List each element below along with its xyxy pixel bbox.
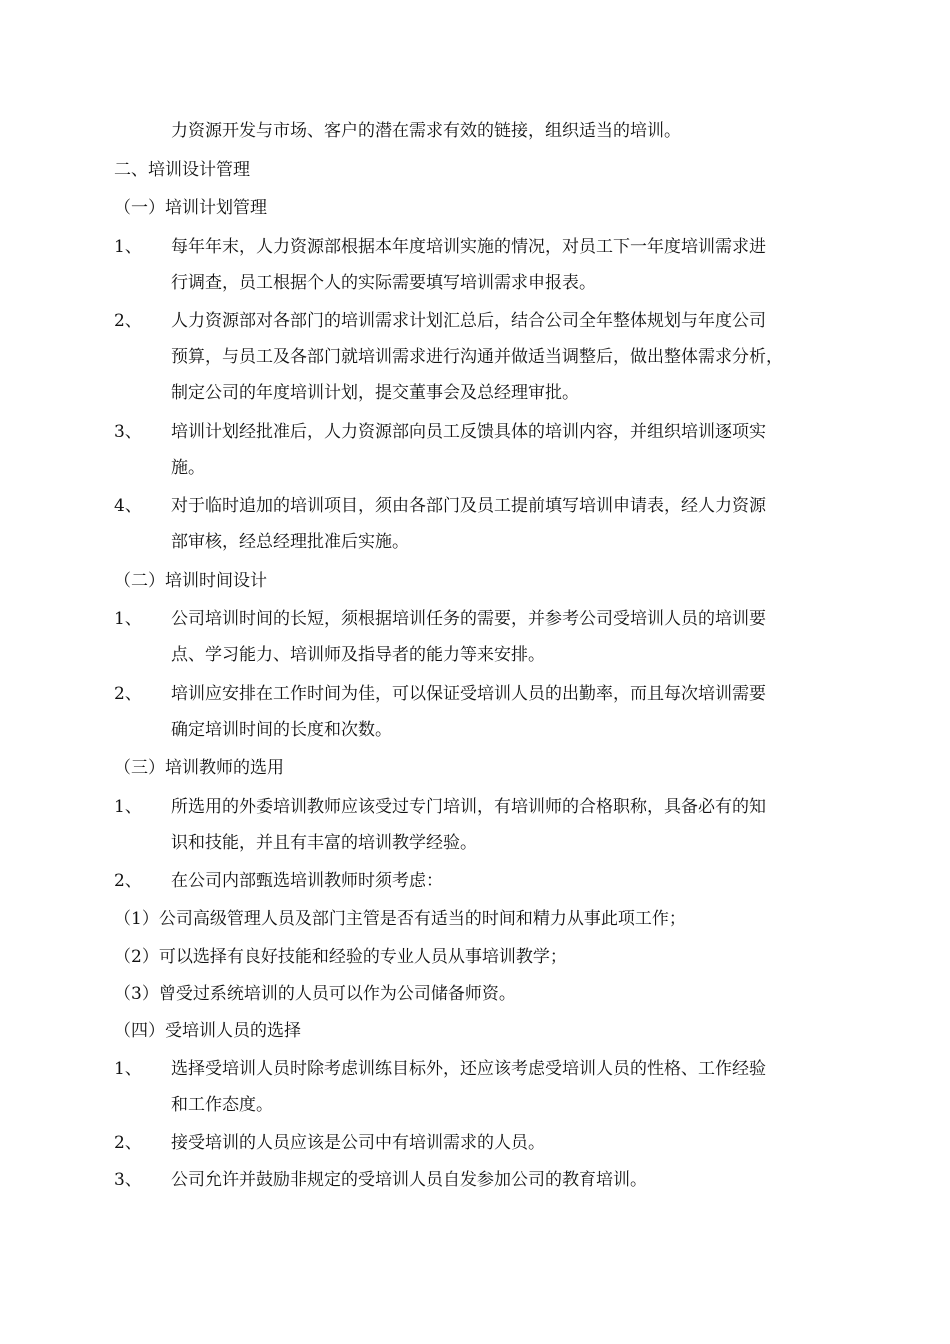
subsection-heading: （一）培训计划管理 (114, 198, 267, 218)
continued-paragraph-line: 力资源开发与市场、客户的潜在需求有效的链接，组织适当的培训。 (171, 121, 681, 141)
list-item-number: 2、 (114, 871, 142, 891)
list-item-number: 2、 (114, 1133, 142, 1153)
list-item-text: 所选用的外委培训教师应该受过专门培训，有培训师的合格职称，具备必有的知 (171, 797, 766, 817)
list-item-text: 公司允许并鼓励非规定的受培训人员自发参加公司的教育培训。 (171, 1170, 647, 1190)
list-item-text: 每年年末，人力资源部根据本年度培训实施的情况，对员工下一年度培训需求进 (171, 237, 766, 257)
list-item-number: 1、 (114, 1059, 142, 1079)
list-item-text: 选择受培训人员时除考虑训练目标外，还应该考虑受培训人员的性格、工作经验 (171, 1059, 766, 1079)
list-item-number: 2、 (114, 684, 142, 704)
list-item-text: 接受培训的人员应该是公司中有培训需求的人员。 (171, 1133, 545, 1153)
section-heading: 二、培训设计管理 (114, 160, 250, 180)
list-item-text: 确定培训时间的长度和次数。 (171, 720, 392, 740)
list-item-number: 2、 (114, 311, 142, 331)
sub-list-item: （1）公司高级管理人员及部门主管是否有适当的时间和精力从事此项工作； (114, 909, 686, 929)
list-item-text: 对于临时追加的培训项目，须由各部门及员工提前填写培训申请表，经人力资源 (171, 496, 766, 516)
list-item-number: 4、 (114, 496, 142, 516)
list-item-text: 施。 (171, 458, 205, 478)
sub-list-item: （2）可以选择有良好技能和经验的专业人员从事培训教学； (114, 947, 567, 967)
list-item-text: 点、学习能力、培训师及指导者的能力等来安排。 (171, 645, 545, 665)
list-item-text: 在公司内部甄选培训教师时须考虑： (171, 871, 443, 891)
list-item-text: 公司培训时间的长短，须根据培训任务的需要，并参考公司受培训人员的培训要 (171, 609, 766, 629)
subsection-heading: （二）培训时间设计 (114, 571, 267, 591)
list-item-text: 识和技能，并且有丰富的培训教学经验。 (171, 833, 477, 853)
subsection-heading: （三）培训教师的选用 (114, 758, 284, 778)
subsection-heading: （四）受培训人员的选择 (114, 1021, 301, 1041)
list-item-text: 部审核，经总经理批准后实施。 (171, 532, 409, 552)
list-item-number: 1、 (114, 237, 142, 257)
list-item-number: 3、 (114, 422, 142, 442)
sub-list-item: （3）曾受过系统培训的人员可以作为公司储备师资。 (114, 984, 516, 1004)
list-item-text: 人力资源部对各部门的培训需求计划汇总后，结合公司全年整体规划与年度公司 (171, 311, 766, 331)
list-item-text: 和工作态度。 (171, 1095, 273, 1115)
list-item-number: 1、 (114, 609, 142, 629)
list-item-text: 制定公司的年度培训计划，提交董事会及总经理审批。 (171, 383, 579, 403)
list-item-number: 3、 (114, 1170, 142, 1190)
list-item-text: 培训应安排在工作时间为佳，可以保证受培训人员的出勤率，而且每次培训需要 (171, 684, 766, 704)
list-item-text: 预算，与员工及各部门就培训需求进行沟通并做适当调整后，做出整体需求分析， (171, 347, 783, 367)
list-item-text: 行调查，员工根据个人的实际需要填写培训需求申报表。 (171, 273, 596, 293)
list-item-number: 1、 (114, 797, 142, 817)
list-item-text: 培训计划经批准后，人力资源部向员工反馈具体的培训内容，并组织培训逐项实 (171, 422, 766, 442)
